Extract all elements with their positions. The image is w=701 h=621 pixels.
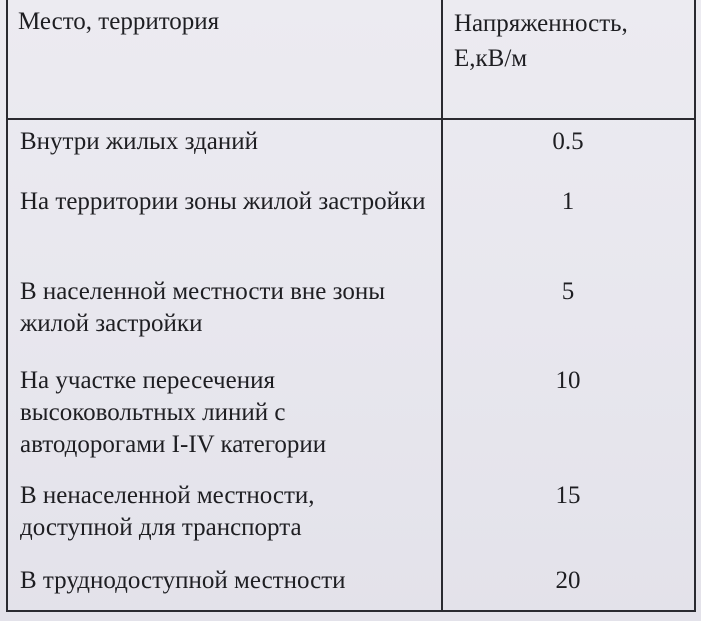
row-place: В труднодоступной местности bbox=[20, 567, 346, 594]
row-place: В ненаселенной местности, доступной для транспорта bbox=[20, 482, 315, 541]
row-value: 1 bbox=[561, 188, 575, 215]
row-place: На территории зоны жилой застройки bbox=[20, 188, 426, 215]
header-divider bbox=[8, 118, 694, 120]
header-place: Место, территория bbox=[18, 8, 220, 35]
row-place: Внутри жилых зданий bbox=[20, 128, 258, 155]
row-value: 20 bbox=[555, 567, 581, 594]
row-place: На участке пересечения высоковольтных линий с автодорогами I-IV категории bbox=[20, 367, 327, 458]
row-value: 15 bbox=[555, 482, 581, 509]
row-value: 0.5 bbox=[552, 128, 584, 155]
norms-table bbox=[6, 0, 696, 612]
row-value: 10 bbox=[555, 367, 581, 394]
header-intensity: Напряженность, Е,кВ/м bbox=[454, 10, 628, 72]
row-place: В населенной местности вне зоны жилой застройки bbox=[20, 278, 386, 337]
row-value: 5 bbox=[561, 278, 575, 305]
